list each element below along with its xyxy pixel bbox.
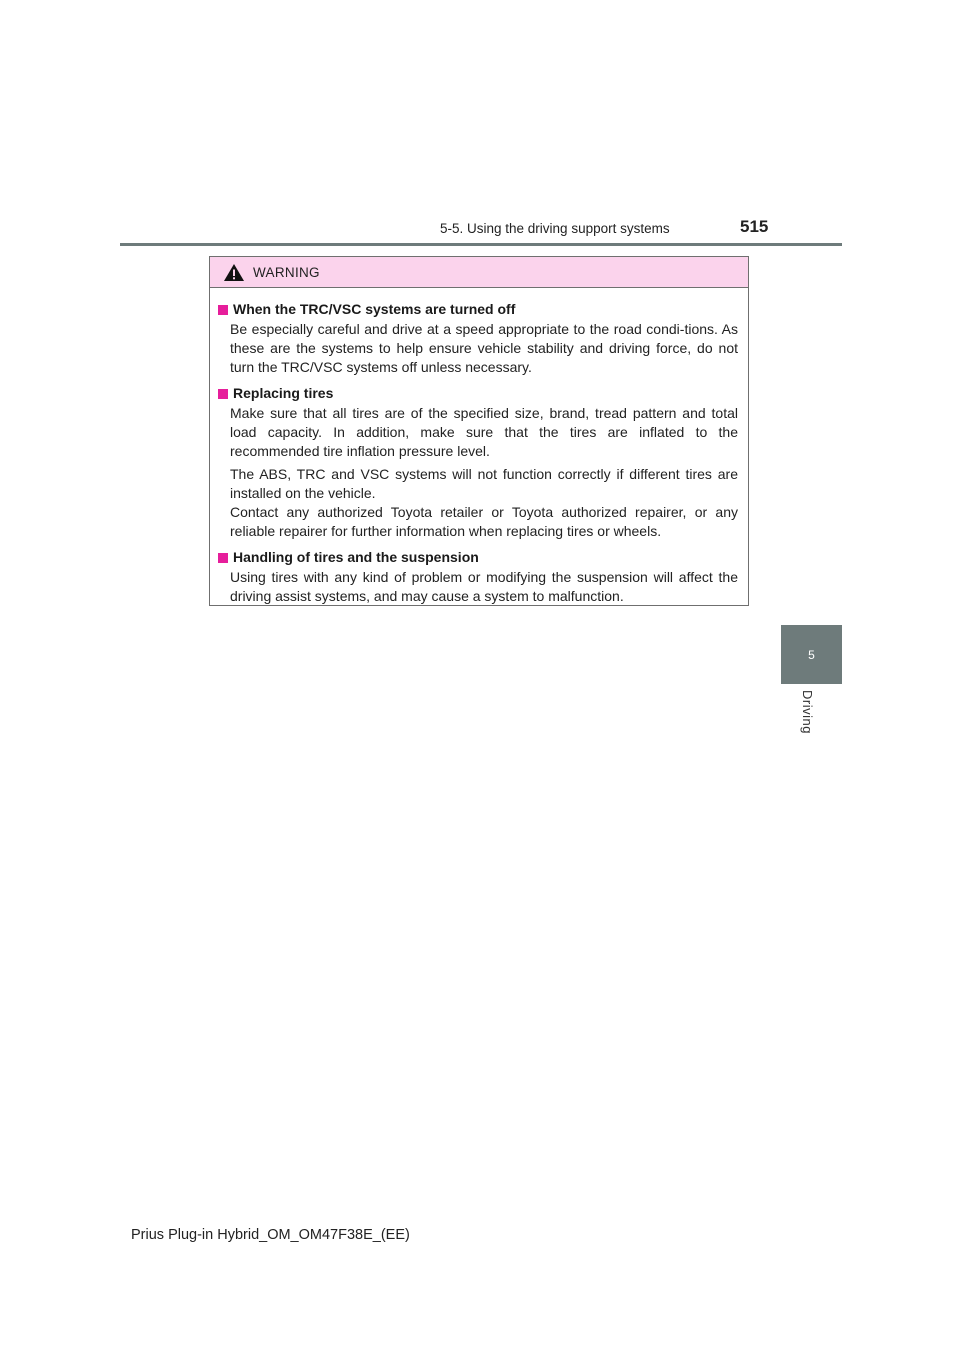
warning-paragraph: Using tires with any kind of problem or modifying the suspension will affect the driving assist systems, and may cause a system to malfunction. [230, 569, 738, 604]
chapter-tab [781, 625, 842, 684]
bullet-square-icon [218, 553, 228, 563]
header-section-title: 5-5. Using the driving support systems [440, 221, 670, 236]
warning-item-heading: Replacing tires [218, 384, 738, 403]
bullet-square-icon [218, 389, 228, 399]
chapter-tab-label: Driving [800, 690, 815, 734]
warning-item-heading: Handling of tires and the suspension [218, 548, 738, 567]
warning-paragraph: The ABS, TRC and VSC systems will not function correctly if different tires are installed on the vehicle. Contact any authorized Toyota retailer or Toyota authorized repairer, or any reliable repairer for further information when replacing tires or wheels. [230, 466, 738, 539]
footer-document-id: Prius Plug-in Hybrid_OM_OM47F38E_(EE) [131, 1227, 410, 1243]
warning-body [210, 288, 748, 606]
bullet-square-icon [218, 305, 228, 315]
warning-paragraph: Make sure that all tires are of the specified size, brand, tread pattern and total load capacity. In addition, make sure that the tires are inflated to the recommended tire inflation pressure level. [230, 405, 738, 459]
warning-box [209, 256, 749, 606]
page-number: 515 [740, 217, 769, 236]
warning-item [218, 384, 738, 541]
chapter-tab-number: 5 [808, 647, 815, 662]
warning-item-heading: When the TRC/VSC systems are turned off [218, 300, 738, 319]
header-divider [120, 243, 842, 246]
warning-item [218, 548, 738, 606]
warning-item [218, 300, 738, 377]
warning-triangle-icon [223, 263, 245, 282]
warning-paragraph: Be especially careful and drive at a speed appropriate to the road condi-tions. As these are the systems to help ensure vehicle stability and driving force, do not turn the TRC/VSC systems off unless necessary. [230, 321, 738, 375]
warning-header [210, 257, 748, 288]
warning-title: WARNING [253, 264, 320, 280]
